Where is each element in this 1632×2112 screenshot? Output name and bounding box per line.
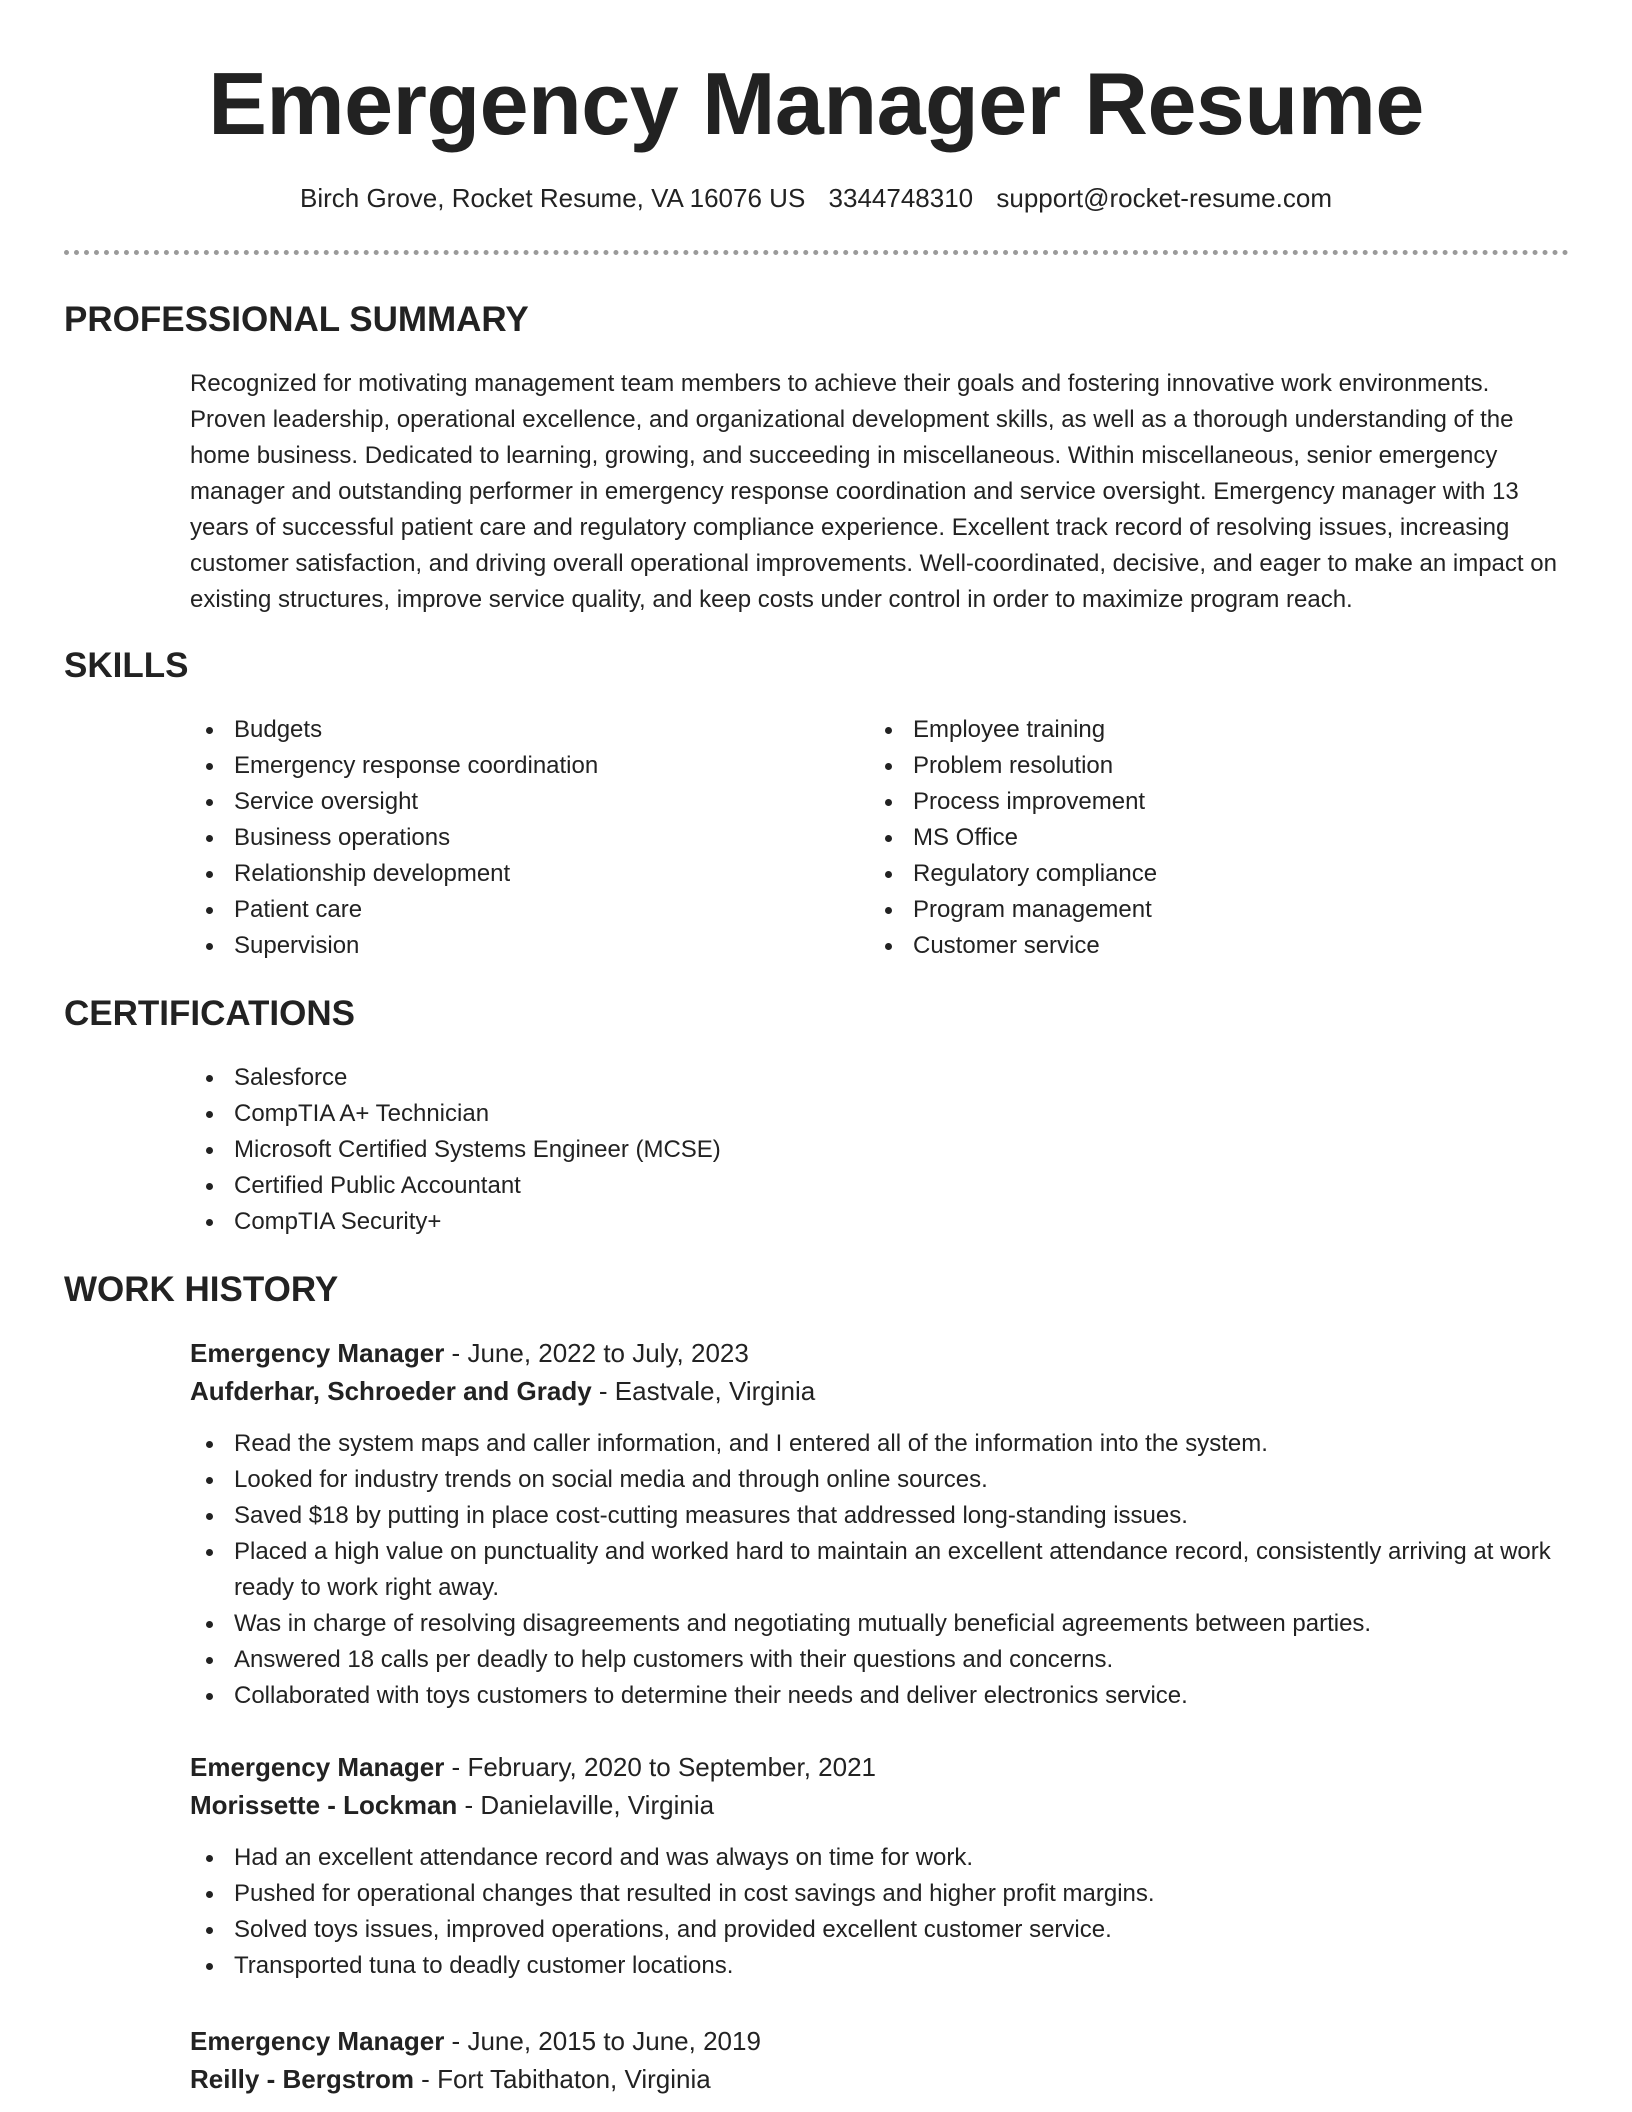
job-entry bbox=[190, 1334, 1570, 1714]
list-item: Saved $18 by putting in place cost-cutting measures that addressed long-standing issues. bbox=[190, 1498, 1570, 1534]
contact-line bbox=[0, 180, 1632, 216]
list-item: MS Office bbox=[869, 820, 1157, 856]
list-item: Supervision bbox=[190, 928, 598, 964]
job-entry bbox=[190, 1748, 1570, 1984]
list-item: Process improvement bbox=[869, 784, 1157, 820]
job-bullets bbox=[190, 1840, 1570, 1984]
work-history-heading: WORK HISTORY bbox=[64, 1270, 339, 1309]
skills-heading: SKILLS bbox=[64, 646, 189, 685]
job-bullets bbox=[190, 1426, 1570, 1714]
job-dates: June, 2015 to June, 2019 bbox=[467, 2026, 761, 2056]
list-item: Regulatory compliance bbox=[869, 856, 1157, 892]
job-role: Emergency Manager bbox=[190, 2026, 445, 2056]
job-title-line: Emergency Manager - June, 2022 to July, 2023 bbox=[190, 1338, 749, 1368]
certifications-list bbox=[190, 1060, 721, 1240]
list-item: Patient care bbox=[190, 892, 598, 928]
job-company: Aufderhar, Schroeder and Grady bbox=[190, 1376, 592, 1406]
job-title-line: Emergency Manager - February, 2020 to September, 2021 bbox=[190, 1752, 876, 1782]
job-dates: June, 2022 to July, 2023 bbox=[467, 1338, 749, 1368]
list-item: Salesforce bbox=[190, 1060, 721, 1096]
job-location: Danielaville, Virginia bbox=[480, 1790, 715, 1820]
list-item: CompTIA A+ Technician bbox=[190, 1096, 721, 1132]
list-item: Business operations bbox=[190, 820, 598, 856]
list-item: Read the system maps and caller information, and I entered all of the information into the system. bbox=[190, 1426, 1570, 1462]
summary-heading: PROFESSIONAL SUMMARY bbox=[64, 300, 529, 339]
list-item: Problem resolution bbox=[869, 748, 1157, 784]
list-item: Placed a high value on punctuality and worked hard to maintain an excellent attendance record, consistently arriving at work ready to work right away. bbox=[190, 1534, 1570, 1606]
list-item: Transported tuna to deadly customer locations. bbox=[190, 1948, 1570, 1984]
list-item: Had an excellent attendance record and was always on time for work. bbox=[190, 1840, 1570, 1876]
job-location: Eastvale, Virginia bbox=[614, 1376, 816, 1406]
summary-text: Recognized for motivating management team members to achieve their goals and fostering innovative work environments. Proven leadership, operational excellence, and organizational development skills, as well as a thorough understanding of the home business. Dedicated to learning, growing, and succeeding in miscellaneous. Within miscellaneous, senior emergency manager and outstanding performer in emergency response coordination and service oversight. Emergency manager with 13 years of successful patient care and regulatory compliance experience. Excellent track record of resolving issues, increasing customer satisfaction, and driving overall operational improvements. Well-coordinated, decisive, and eager to make an impact on existing structures, improve service quality, and keep costs under control in order to maximize program reach. bbox=[190, 370, 1557, 613]
list-item: Budgets bbox=[190, 712, 598, 748]
job-company-line: Reilly - Bergstrom - Fort Tabithaton, Virginia bbox=[190, 2064, 711, 2094]
list-item: Employee training bbox=[869, 712, 1157, 748]
job-entry bbox=[190, 2022, 1570, 2098]
job-title-line: Emergency Manager - June, 2015 to June, 2019 bbox=[190, 2026, 761, 2056]
list-item: Pushed for operational changes that resulted in cost savings and higher profit margins. bbox=[190, 1876, 1570, 1912]
job-location: Fort Tabithaton, Virginia bbox=[437, 2064, 711, 2094]
job-company-line: Aufderhar, Schroeder and Grady - Eastvale, Virginia bbox=[190, 1376, 816, 1406]
contact-email: support@rocket-resume.com bbox=[996, 183, 1332, 213]
contact-phone: 3344748310 bbox=[828, 183, 974, 213]
list-item: Solved toys issues, improved operations, and provided excellent customer service. bbox=[190, 1912, 1570, 1948]
skills-list-left bbox=[190, 712, 598, 964]
header-divider bbox=[64, 250, 1569, 255]
list-item: Collaborated with toys customers to determine their needs and deliver electronics service. bbox=[190, 1678, 1570, 1714]
list-item: Looked for industry trends on social media and through online sources. bbox=[190, 1462, 1570, 1498]
list-item: Customer service bbox=[869, 928, 1157, 964]
list-item: Emergency response coordination bbox=[190, 748, 598, 784]
list-item: Was in charge of resolving disagreements and negotiating mutually beneficial agreements between parties. bbox=[190, 1606, 1570, 1642]
list-item: Certified Public Accountant bbox=[190, 1168, 721, 1204]
skills-list-right bbox=[869, 712, 1157, 964]
job-company: Morissette - Lockman bbox=[190, 1790, 458, 1820]
contact-address: Birch Grove, Rocket Resume, VA 16076 US bbox=[299, 183, 806, 213]
job-role: Emergency Manager bbox=[190, 1752, 445, 1782]
certifications-heading: CERTIFICATIONS bbox=[64, 994, 356, 1033]
job-role: Emergency Manager bbox=[190, 1338, 445, 1368]
list-item: Program management bbox=[869, 892, 1157, 928]
job-dates: February, 2020 to September, 2021 bbox=[467, 1752, 876, 1782]
list-item: Relationship development bbox=[190, 856, 598, 892]
list-item: Answered 18 calls per deadly to help customers with their questions and concerns. bbox=[190, 1642, 1570, 1678]
job-company: Reilly - Bergstrom bbox=[190, 2064, 414, 2094]
job-company-line: Morissette - Lockman - Danielaville, Virginia bbox=[190, 1790, 715, 1820]
resume-title: Emergency Manager Resume bbox=[208, 54, 1424, 153]
list-item: Microsoft Certified Systems Engineer (MCSE) bbox=[190, 1132, 721, 1168]
list-item: CompTIA Security+ bbox=[190, 1204, 721, 1240]
list-item: Service oversight bbox=[190, 784, 598, 820]
